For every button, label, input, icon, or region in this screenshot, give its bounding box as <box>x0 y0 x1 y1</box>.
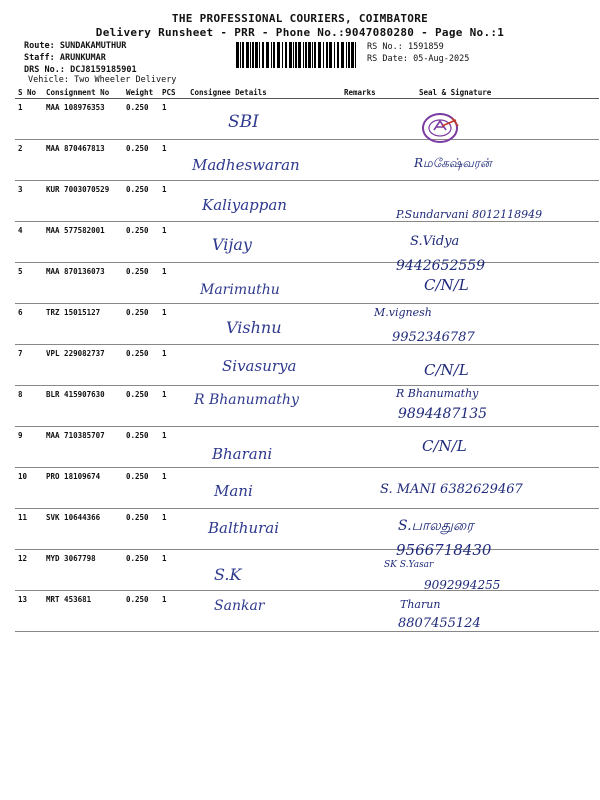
weight-cell: 0.250 <box>123 99 159 140</box>
pcs-cell: 1 <box>159 550 187 591</box>
weight-cell: 0.250 <box>123 591 159 632</box>
signature-handwritten: R Bhanumathy <box>396 387 479 400</box>
weight-cell: 0.250 <box>123 345 159 386</box>
remarks-cell <box>341 345 379 386</box>
pcs-cell: 1 <box>159 591 187 632</box>
pcs-cell: 1 <box>159 181 187 222</box>
sno-cell: 2 <box>15 140 43 181</box>
consignment-cell: MAA 870467813 <box>43 140 123 181</box>
pcs-cell: 1 <box>159 427 187 468</box>
remarks-cell <box>341 550 379 591</box>
signature-handwritten: P.Sundarvani 8012118949 <box>396 208 543 221</box>
consignee-handwritten: SBI <box>228 112 259 132</box>
sno-cell: 6 <box>15 304 43 345</box>
consignee-cell <box>187 550 341 591</box>
pcs-cell: 1 <box>159 140 187 181</box>
col-remarks: Remarks <box>341 87 379 99</box>
drs-label: DRS No.: <box>24 65 65 75</box>
col-signature: Seal & Signature <box>379 87 599 99</box>
rs-no-label: RS No.: <box>367 42 403 52</box>
consignment-cell: KUR 7003070529 <box>43 181 123 222</box>
remarks-cell <box>341 591 379 632</box>
staff-line <box>24 53 106 63</box>
phone-handwritten: 8807455124 <box>398 616 481 631</box>
sno-cell: 5 <box>15 263 43 304</box>
remarks-cell <box>341 222 379 263</box>
consignee-handwritten: Madheswaran <box>192 156 300 174</box>
phone-handwritten: 9442652559 <box>396 258 486 274</box>
phone-handwritten: 9092994255 <box>424 578 501 592</box>
weight-cell: 0.250 <box>123 181 159 222</box>
drs-value: DCJ8159185901 <box>70 65 137 75</box>
sno-cell: 3 <box>15 181 43 222</box>
weight-cell: 0.250 <box>123 263 159 304</box>
table-row <box>15 591 599 632</box>
weight-cell: 0.250 <box>123 427 159 468</box>
signature-handwritten: S.Vidya <box>410 234 460 249</box>
pcs-cell: 1 <box>159 468 187 509</box>
table-row <box>15 99 599 140</box>
pcs-cell: 1 <box>159 304 187 345</box>
sno-cell: 8 <box>15 386 43 427</box>
consignment-cell: SVK 10644366 <box>43 509 123 550</box>
sno-cell: 12 <box>15 550 43 591</box>
signature-handwritten: SK S.Yasar <box>384 560 434 570</box>
table-header-row <box>15 87 599 99</box>
consignment-cell: MAA 710385707 <box>43 427 123 468</box>
signature-handwritten: C/N/L <box>424 276 469 294</box>
pcs-cell: 1 <box>159 509 187 550</box>
consignment-cell: VPL 229082737 <box>43 345 123 386</box>
pcs-cell: 1 <box>159 386 187 427</box>
sno-cell: 13 <box>15 591 43 632</box>
consignee-handwritten: Bharani <box>212 445 273 463</box>
table-row <box>15 345 599 386</box>
consignment-cell: MAA 577582001 <box>43 222 123 263</box>
vehicle-label: Vehicle: <box>28 75 69 85</box>
sno-cell: 11 <box>15 509 43 550</box>
pcs-cell: 1 <box>159 99 187 140</box>
consignment-cell: MRT 453681 <box>43 591 123 632</box>
route-value: SUNDAKAMUTHUR <box>59 41 127 51</box>
sno-cell: 1 <box>15 99 43 140</box>
staff-value: ARUNKUMAR <box>59 53 106 63</box>
consignee-handwritten: R Bhanumathy <box>194 392 299 408</box>
col-consignment: Consignment No <box>43 87 123 99</box>
table-row <box>15 140 599 181</box>
consignee-handwritten: Marimuthu <box>200 282 280 298</box>
weight-cell: 0.250 <box>123 386 159 427</box>
company-title: THE PROFESSIONAL COURIERS, COIMBATORE <box>171 12 429 25</box>
signature-handwritten: S.பாலதுரை <box>398 518 474 534</box>
barcode <box>236 42 360 68</box>
vehicle-line <box>28 75 176 85</box>
rs-date-value: 05-Aug-2025 <box>413 54 470 64</box>
route-label: Route: <box>24 41 55 51</box>
seal-stamp-icon <box>418 106 466 146</box>
signature-handwritten: Tharun <box>400 598 441 611</box>
drs-line <box>24 65 137 75</box>
col-sno: S No <box>15 87 43 99</box>
signature-cell <box>379 99 599 140</box>
consignee-handwritten: Vijay <box>212 235 252 254</box>
weight-cell: 0.250 <box>123 222 159 263</box>
runsheet-table <box>15 87 599 632</box>
consignment-cell: MYD 3067798 <box>43 550 123 591</box>
remarks-cell <box>341 99 379 140</box>
signature-handwritten: M.vignesh <box>374 306 432 319</box>
sno-cell: 7 <box>15 345 43 386</box>
consignment-cell: PRO 18109674 <box>43 468 123 509</box>
consignee-handwritten: S.K <box>214 565 242 584</box>
remarks-cell <box>341 181 379 222</box>
table-row <box>15 386 599 427</box>
weight-cell: 0.250 <box>123 304 159 345</box>
consignee-cell <box>187 99 341 140</box>
phone-handwritten: 9566718430 <box>396 541 492 559</box>
col-pcs: PCS <box>159 87 187 99</box>
phone-handwritten: 9952346787 <box>392 330 475 345</box>
staff-label: Staff: <box>24 53 55 63</box>
consignee-handwritten: Mani <box>214 482 253 500</box>
consignment-cell: BLR 415907630 <box>43 386 123 427</box>
remarks-cell <box>341 468 379 509</box>
pcs-cell: 1 <box>159 263 187 304</box>
consignee-handwritten: Balthurai <box>208 519 280 537</box>
sno-cell: 4 <box>15 222 43 263</box>
consignment-cell: TRZ 15015127 <box>43 304 123 345</box>
consignee-handwritten: Sankar <box>214 598 265 614</box>
weight-cell: 0.250 <box>123 509 159 550</box>
consignment-cell: MAA 870136073 <box>43 263 123 304</box>
signature-handwritten: Rமகேஷ்வரன் <box>414 156 492 170</box>
weight-cell: 0.250 <box>123 550 159 591</box>
signature-handwritten: C/N/L <box>424 361 469 379</box>
remarks-cell <box>341 263 379 304</box>
weight-cell: 0.250 <box>123 468 159 509</box>
table-row <box>15 509 599 550</box>
consignee-handwritten: Vishnu <box>226 318 282 337</box>
consignee-handwritten: Kaliyappan <box>202 196 287 214</box>
table-row <box>15 263 599 304</box>
weight-cell: 0.250 <box>123 140 159 181</box>
runsheet-subtitle: Delivery Runsheet - PRR - Phone No.:9047080280 - Page No.:1 <box>95 26 505 39</box>
table-row <box>15 550 599 591</box>
pcs-cell: 1 <box>159 345 187 386</box>
consignee-handwritten: Sivasurya <box>222 357 297 375</box>
table-row <box>15 222 599 263</box>
route-line <box>24 41 126 51</box>
rs-date-label: RS Date: <box>367 54 408 64</box>
col-consignee: Consignee Details <box>187 87 341 99</box>
rs-no-value: 1591859 <box>407 42 444 52</box>
consignee-cell <box>187 468 341 509</box>
sno-cell: 10 <box>15 468 43 509</box>
signature-handwritten: S. MANI 6382629467 <box>380 482 523 497</box>
col-weight: Weight <box>123 87 159 99</box>
remarks-cell <box>341 140 379 181</box>
remarks-cell <box>341 509 379 550</box>
signature-cell <box>379 345 599 386</box>
rs-date-line <box>367 54 469 64</box>
remarks-cell <box>341 427 379 468</box>
table-row <box>15 427 599 468</box>
consignee-cell <box>187 222 341 263</box>
signature-handwritten: C/N/L <box>422 437 467 455</box>
phone-handwritten: 9894487135 <box>398 406 488 422</box>
table-row <box>15 304 599 345</box>
sno-cell: 9 <box>15 427 43 468</box>
pcs-cell: 1 <box>159 222 187 263</box>
signature-cell <box>379 427 599 468</box>
remarks-cell <box>341 386 379 427</box>
consignment-cell: MAA 108976353 <box>43 99 123 140</box>
vehicle-value: Two Wheeler Delivery <box>74 75 177 85</box>
rs-no-line <box>367 42 444 52</box>
